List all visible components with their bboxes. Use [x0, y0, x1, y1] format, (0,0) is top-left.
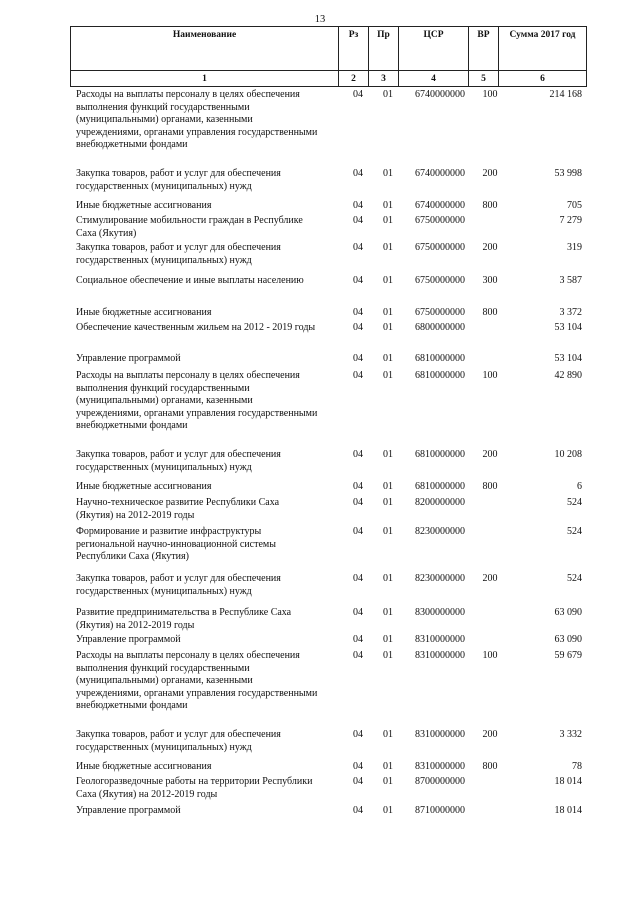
row-pr: 01 — [383, 634, 393, 645]
row-pr: 01 — [383, 761, 393, 772]
row-sum: 59 679 — [554, 650, 582, 661]
row-name — [76, 526, 338, 564]
row-name-line: государственных (муниципальных) нужд — [76, 254, 252, 266]
col-number-1: 1 — [71, 71, 339, 87]
col-number-6: 6 — [499, 71, 587, 87]
row-name — [76, 353, 338, 366]
row-vr: 800 — [482, 481, 498, 492]
row-name-line: Закупка товаров, работ и услуг для обеспечения — [76, 729, 281, 740]
row-rz: 04 — [353, 607, 363, 618]
row-csr: 6750000000 — [415, 215, 465, 226]
row-sum: 6 — [577, 481, 582, 492]
row-sum: 705 — [567, 200, 582, 211]
row-rz: 04 — [353, 168, 363, 179]
row-rz: 04 — [353, 650, 363, 661]
row-pr: 01 — [383, 353, 393, 364]
row-name — [76, 370, 338, 433]
row-pr: 01 — [383, 449, 393, 460]
row-name-line: Научно-техническое развитие Республики Саха — [76, 497, 280, 508]
col-number-3: 3 — [369, 71, 399, 87]
row-name — [76, 650, 338, 713]
row-csr: 8310000000 — [415, 634, 465, 645]
row-csr: 6810000000 — [415, 481, 465, 492]
row-vr: 100 — [482, 89, 498, 100]
row-rz: 04 — [353, 776, 363, 787]
row-csr: 8200000000 — [415, 497, 465, 508]
row-pr: 01 — [383, 776, 393, 787]
row-name-line: Управление программой — [76, 634, 181, 645]
row-name-line: (муниципальными) органами, казенными — [76, 395, 253, 406]
row-name — [76, 242, 338, 267]
row-csr: 6810000000 — [415, 370, 465, 381]
row-sum: 63 090 — [554, 634, 582, 645]
row-name-line: Иные бюджетные ассигнования — [76, 200, 212, 211]
row-csr: 8230000000 — [415, 526, 465, 537]
row-name-line: выполнения функций государственными — [76, 101, 250, 113]
row-rz: 04 — [353, 573, 363, 584]
row-name-line: учреждениями, органами управления государственными — [76, 407, 318, 419]
row-sum: 63 090 — [554, 607, 582, 618]
row-vr: 800 — [482, 200, 498, 211]
row-name-line: государственных (муниципальных) нужд — [76, 461, 252, 473]
row-name — [76, 729, 338, 754]
row-csr: 8710000000 — [415, 805, 465, 816]
row-name-line: (Якутия) на 2012-2019 годы — [76, 619, 195, 631]
row-vr: 800 — [482, 761, 498, 772]
row-sum: 53 104 — [554, 353, 582, 364]
row-name-line: Саха (Якутия) на 2012-2019 годы — [76, 788, 218, 800]
row-name-line: внебюджетными фондами — [76, 700, 188, 711]
row-name-line: Закупка товаров, работ и услуг для обеспечения — [76, 168, 281, 179]
row-rz: 04 — [353, 89, 363, 100]
row-name-line: государственных (муниципальных) нужд — [76, 180, 252, 192]
row-name — [76, 89, 338, 152]
col-header-vr: ВР — [469, 27, 499, 71]
row-rz: 04 — [353, 497, 363, 508]
row-name — [76, 322, 338, 335]
row-name-line: внебюджетными фондами — [76, 139, 188, 150]
row-pr: 01 — [383, 481, 393, 492]
row-vr: 800 — [482, 307, 498, 318]
row-vr: 300 — [482, 275, 498, 286]
row-name-line: выполнения функций государственными — [76, 382, 250, 394]
row-pr: 01 — [383, 242, 393, 253]
row-name — [76, 573, 338, 598]
row-pr: 01 — [383, 168, 393, 179]
row-name-line: Расходы на выплаты персоналу в целях обеспечения — [76, 650, 300, 661]
col-number-4: 4 — [399, 71, 469, 87]
row-name-line: Расходы на выплаты персоналу в целях обеспечения — [76, 370, 300, 381]
row-name-line: выполнения функций государственными — [76, 662, 250, 674]
row-rz: 04 — [353, 322, 363, 333]
row-pr: 01 — [383, 307, 393, 318]
col-header-sum: Сумма 2017 год — [499, 27, 587, 71]
row-name-line: Обеспечение качественным жильем на 2012 - 2019 годы — [76, 322, 316, 333]
row-csr: 6740000000 — [415, 200, 465, 211]
row-name-line: Управление программой — [76, 805, 181, 816]
col-header-csr: ЦСР — [399, 27, 469, 71]
row-name-line: государственных (муниципальных) нужд — [76, 741, 252, 753]
row-name — [76, 776, 338, 801]
row-sum: 10 208 — [554, 449, 582, 460]
row-name-line: Социальное обеспечение и иные выплаты населению — [76, 275, 304, 286]
row-csr: 6750000000 — [415, 242, 465, 253]
row-name-line: Геологоразведочные работы на территории Республики — [76, 776, 313, 787]
row-csr: 6750000000 — [415, 275, 465, 286]
page-number: 13 — [314, 14, 326, 25]
row-pr: 01 — [383, 370, 393, 381]
row-rz: 04 — [353, 805, 363, 816]
col-number-5: 5 — [469, 71, 499, 87]
table-header — [70, 26, 587, 87]
row-name-line: Формирование и развитие инфраструктуры — [76, 526, 262, 537]
row-rz: 04 — [353, 761, 363, 772]
row-sum: 524 — [567, 573, 582, 584]
row-csr: 8300000000 — [415, 607, 465, 618]
row-name-line: Саха (Якутия) — [76, 227, 137, 239]
row-pr: 01 — [383, 729, 393, 740]
row-name — [76, 215, 338, 240]
row-csr: 8310000000 — [415, 650, 465, 661]
row-vr: 100 — [482, 650, 498, 661]
row-rz: 04 — [353, 200, 363, 211]
row-name-line: Развитие предпринимательства в Республике Саха — [76, 607, 292, 618]
row-name — [76, 168, 338, 193]
row-rz: 04 — [353, 370, 363, 381]
row-pr: 01 — [383, 275, 393, 286]
row-vr: 200 — [482, 573, 498, 584]
row-sum: 524 — [567, 526, 582, 537]
row-rz: 04 — [353, 634, 363, 645]
row-sum: 78 — [572, 761, 582, 772]
row-csr: 6750000000 — [415, 307, 465, 318]
row-csr: 8700000000 — [415, 776, 465, 787]
row-name-line: Иные бюджетные ассигнования — [76, 761, 212, 772]
row-csr: 8310000000 — [415, 761, 465, 772]
row-name-line: учреждениями, органами управления государственными — [76, 126, 318, 138]
row-name-line: Стимулирование мобильности граждан в Республике — [76, 215, 303, 226]
row-rz: 04 — [353, 242, 363, 253]
col-header-pr: Пр — [369, 27, 399, 71]
row-name-line: Республики Саха (Якутия) — [76, 551, 189, 562]
row-pr: 01 — [383, 497, 393, 508]
row-name-line: государственных (муниципальных) нужд — [76, 585, 252, 597]
row-name-line: (Якутия) на 2012-2019 годы — [76, 509, 195, 521]
col-header-rz: Рз — [339, 27, 369, 71]
row-csr: 6800000000 — [415, 322, 465, 333]
row-name-line: Закупка товаров, работ и услуг для обеспечения — [76, 242, 281, 253]
row-vr: 200 — [482, 168, 498, 179]
row-rz: 04 — [353, 526, 363, 537]
row-name-line: Закупка товаров, работ и услуг для обеспечения — [76, 449, 281, 460]
row-sum: 7 279 — [559, 215, 582, 226]
row-sum: 3 372 — [559, 307, 582, 318]
row-vr: 200 — [482, 449, 498, 460]
row-pr: 01 — [383, 322, 393, 333]
row-sum: 18 014 — [554, 805, 582, 816]
col-number-2: 2 — [339, 71, 369, 87]
row-rz: 04 — [353, 481, 363, 492]
row-pr: 01 — [383, 526, 393, 537]
row-name-line: Иные бюджетные ассигнования — [76, 481, 212, 492]
row-name — [76, 805, 338, 818]
row-rz: 04 — [353, 215, 363, 226]
row-csr: 8230000000 — [415, 573, 465, 584]
row-name-line: Закупка товаров, работ и услуг для обеспечения — [76, 573, 281, 584]
row-name-line: внебюджетными фондами — [76, 420, 188, 431]
row-csr: 6810000000 — [415, 449, 465, 460]
row-sum: 42 890 — [554, 370, 582, 381]
row-name-line: (муниципальными) органами, казенными — [76, 114, 253, 125]
row-vr: 200 — [482, 242, 498, 253]
row-name — [76, 307, 338, 320]
row-name-line: Иные бюджетные ассигнования — [76, 307, 212, 318]
row-name — [76, 607, 338, 632]
row-sum: 3 587 — [559, 275, 582, 286]
row-sum: 524 — [567, 497, 582, 508]
row-name — [76, 761, 338, 774]
row-name-line: Расходы на выплаты персоналу в целях обеспечения — [76, 89, 300, 100]
row-csr: 6810000000 — [415, 353, 465, 364]
row-sum: 18 014 — [554, 776, 582, 787]
row-pr: 01 — [383, 89, 393, 100]
row-vr: 200 — [482, 729, 498, 740]
row-name — [76, 200, 338, 213]
row-rz: 04 — [353, 275, 363, 286]
row-pr: 01 — [383, 805, 393, 816]
row-rz: 04 — [353, 729, 363, 740]
row-name-line: (муниципальными) органами, казенными — [76, 675, 253, 686]
row-pr: 01 — [383, 607, 393, 618]
row-vr: 100 — [482, 370, 498, 381]
row-csr: 6740000000 — [415, 89, 465, 100]
row-name — [76, 481, 338, 494]
row-name — [76, 497, 338, 522]
col-header-name: Наименование — [71, 27, 339, 71]
row-sum: 3 332 — [559, 729, 582, 740]
row-rz: 04 — [353, 353, 363, 364]
row-name-line: региональной научно-инновационной системы — [76, 538, 276, 550]
row-csr: 6740000000 — [415, 168, 465, 179]
row-pr: 01 — [383, 573, 393, 584]
row-sum: 53 998 — [554, 168, 582, 179]
row-name-line: Управление программой — [76, 353, 181, 364]
row-pr: 01 — [383, 215, 393, 226]
row-rz: 04 — [353, 449, 363, 460]
row-name — [76, 634, 338, 647]
row-pr: 01 — [383, 650, 393, 661]
row-sum: 214 168 — [549, 89, 582, 100]
row-sum: 53 104 — [554, 322, 582, 333]
row-name-line: учреждениями, органами управления государственными — [76, 687, 318, 699]
row-rz: 04 — [353, 307, 363, 318]
row-sum: 319 — [567, 242, 582, 253]
row-name — [76, 449, 338, 474]
row-name — [76, 275, 338, 288]
row-pr: 01 — [383, 200, 393, 211]
row-csr: 8310000000 — [415, 729, 465, 740]
